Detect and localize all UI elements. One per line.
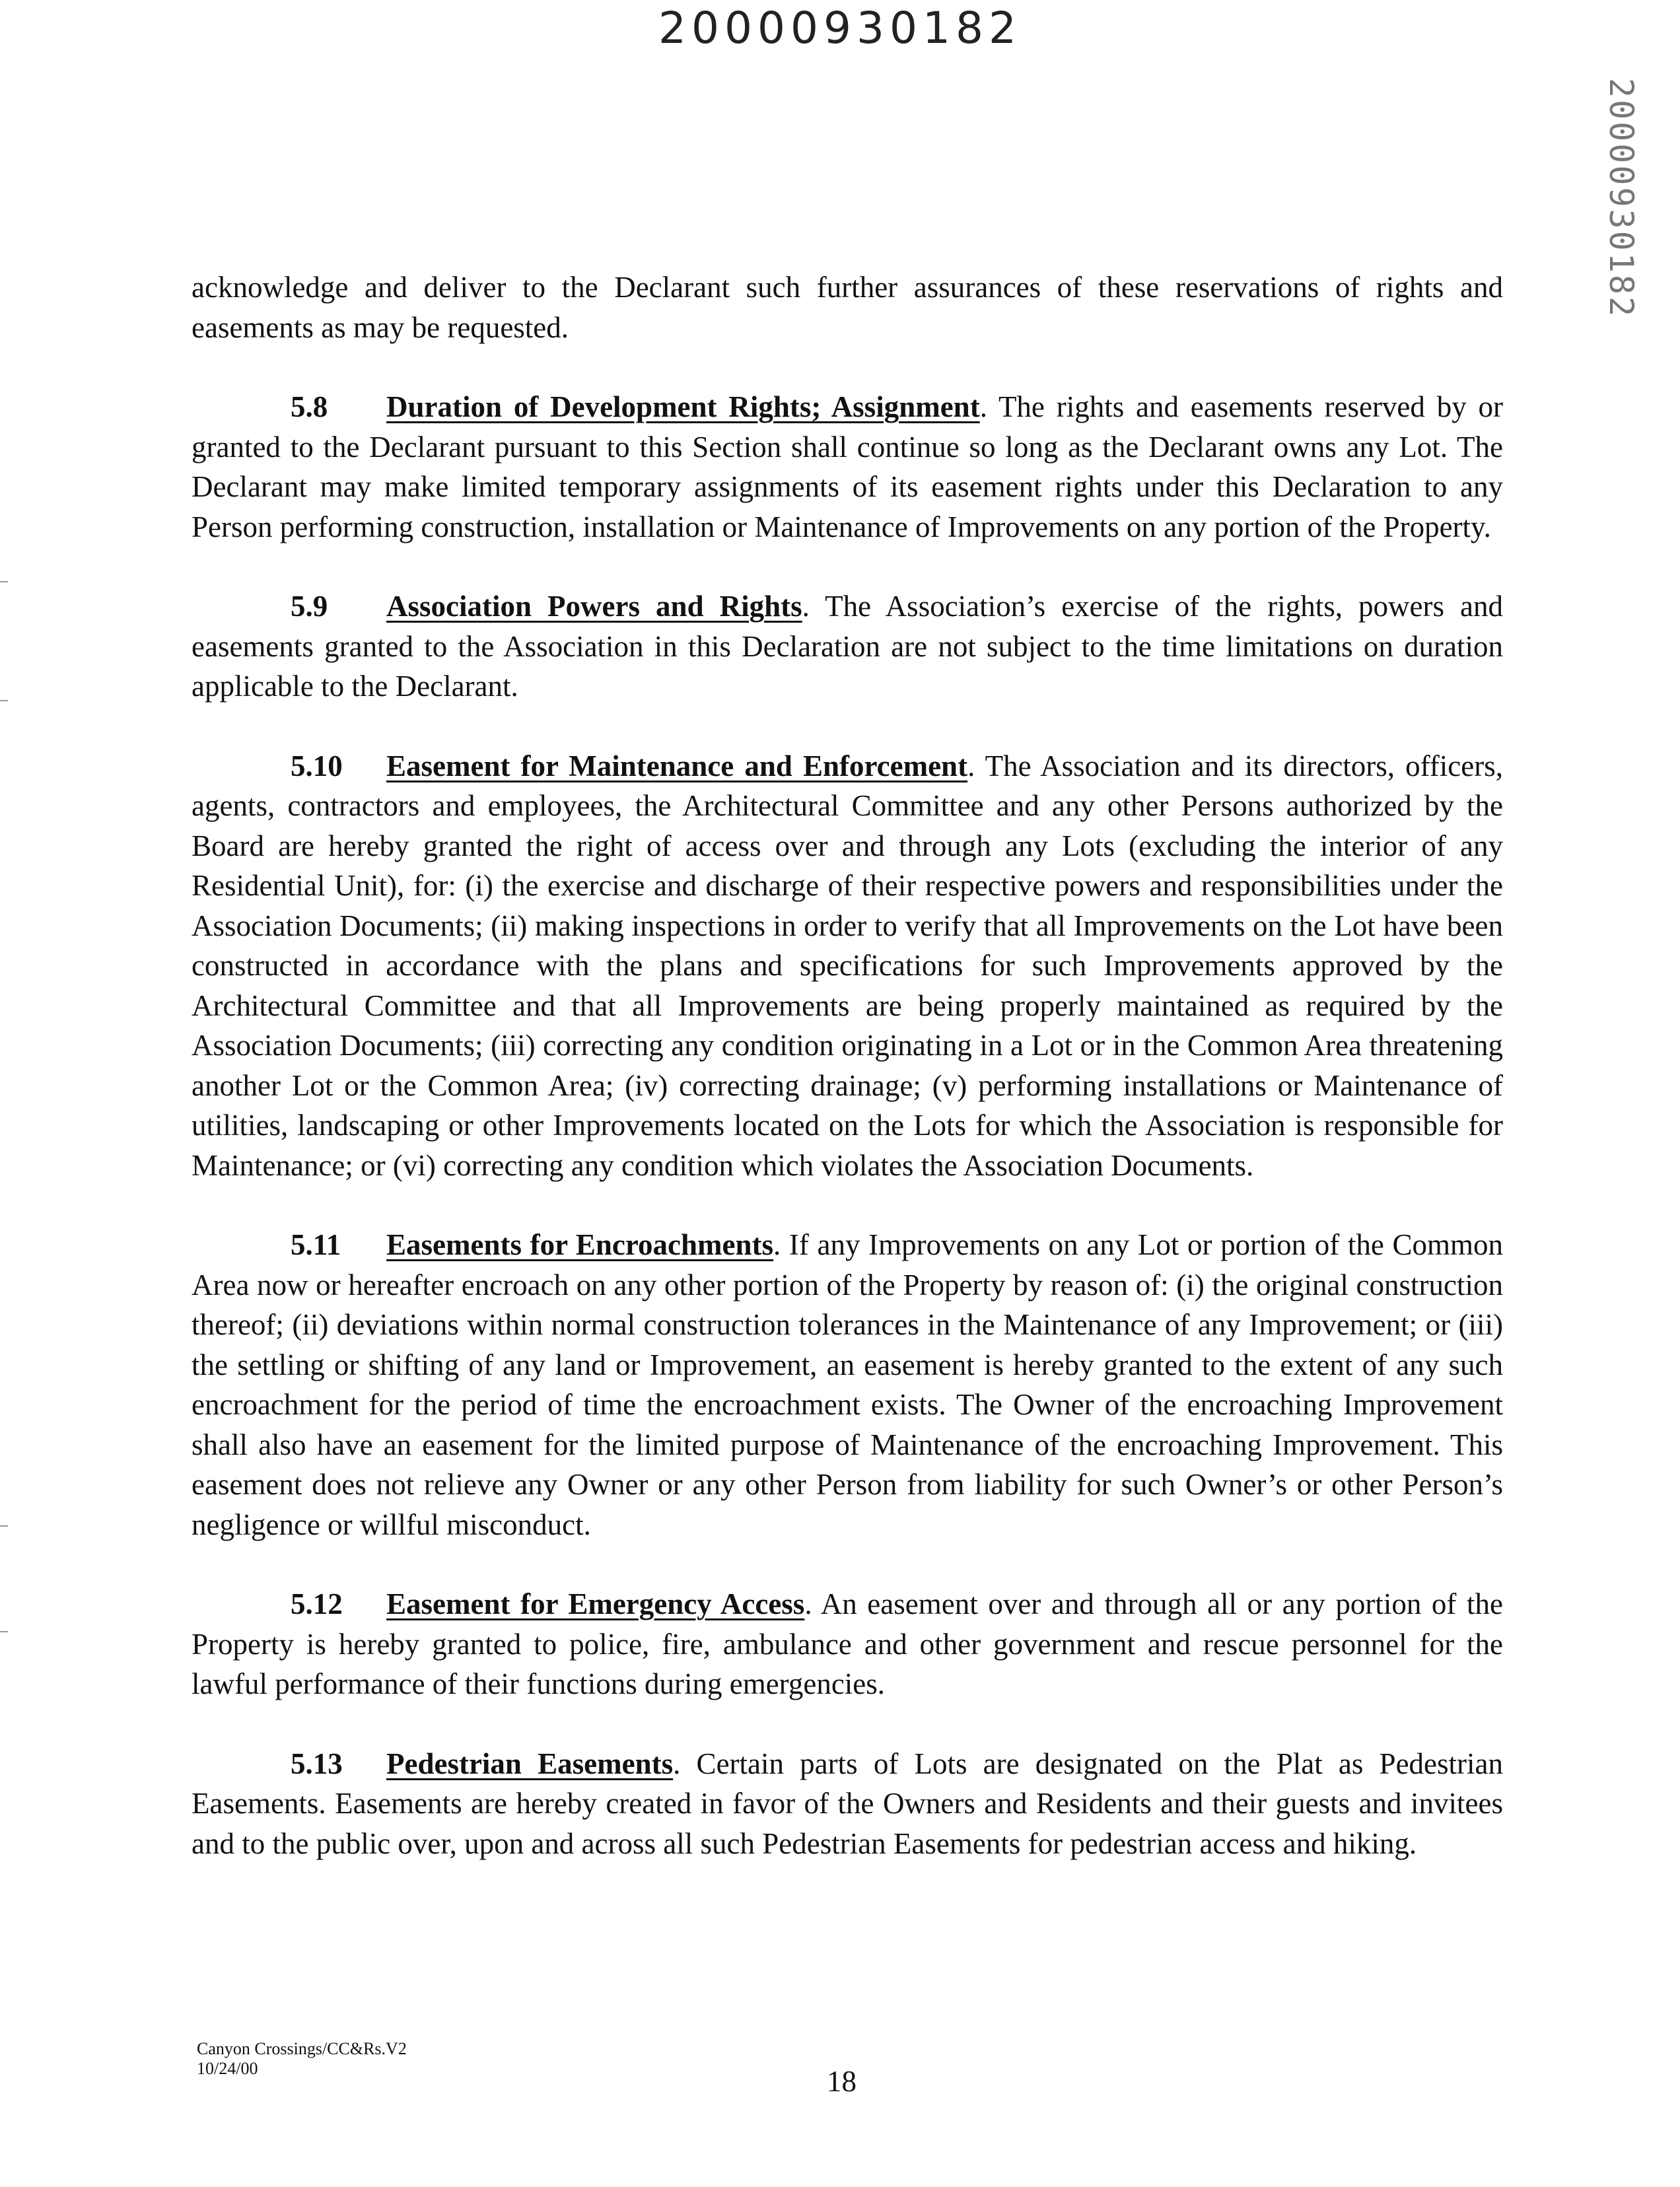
section-text: . The Association and its directors, officers, agents, contractors and employees, the Architectural Committee and any other Persons authorized by the Board are hereby granted the right of access over and through any Lots (excluding the interior of any Residential Unit), for: (i) the exercise and discharge of their respective powers and responsibilities under the Association Documents; (ii) making inspections in order to verify that all Improvements on the Lot have been constructed in accordance with the plans and specifications for such Improvements approved by the Architectural Committee and that all Improvements are being properly maintained as required by the Association Documents; (iii) correcting any condition originating in a Lot or in the Common Area threatening another Lot or the Common Area; (iv) correcting drainage; (v) performing installations or Maintenance of utilities, landscaping or other Improvements located on the Lots for which the Association is responsible for Maintenance; or (vi) correcting any condition which violates the Association Documents.: [192, 749, 1503, 1182]
scan-mark: [0, 700, 8, 701]
section-text: . The rights and easements reserved by or granted to the Declarant pursuant to this Section shall continue so long as the Declarant owns any Lot. The Declarant may make limited temporary assignments of its easement rights under this Declaration to any Person performing construction, installation or Maintenance of Improvements on any portion of the Property.: [192, 390, 1503, 543]
section-5-8: [192, 387, 1503, 547]
section-title: Easement for Maintenance and Enforcement: [386, 749, 968, 782]
section-5-11: [192, 1225, 1503, 1545]
section-5-9: [192, 586, 1503, 707]
scan-mark: [0, 581, 8, 582]
section-title: Association Powers and Rights: [386, 590, 802, 623]
section-number: 5.12: [291, 1587, 343, 1620]
section-text: . Certain parts of Lots are designated on the Plat as Pedestrian Easements. Easements are hereby created in favor of the Owners and Residents and their guests and invitees and to the public over, upon and across all such Pedestrian Easements for pedestrian access and hiking.: [192, 1747, 1503, 1860]
section-number: 5.9: [291, 590, 328, 623]
section-number: 5.11: [291, 1228, 341, 1261]
side-stamp-text: 20000930182: [1602, 77, 1640, 319]
page-number: 18: [827, 2065, 857, 2098]
section-title: Easements for Encroachments: [386, 1228, 774, 1261]
section-text: . If any Improvements on any Lot or portion of the Common Area now or hereafter encroach on any other portion of the Property by reason of: (i) the original construction thereof; (ii) deviations within normal construction tolerances in the Maintenance of any Improvement; or (iii) the settling or shifting of any land or Improvement, an easement is hereby granted to the extent of any such encroachment for the period of time the encroachment exists. The Owner of the encroaching Improvement shall also have an easement for the limited purpose of Maintenance of the encroaching Improvement. This easement does not relieve any Owner or any other Person from liability for such Owner’s or other Person’s negligence or willful misconduct.: [192, 1228, 1503, 1541]
document-number: 20000930182: [658, 3, 1022, 53]
section-title: Easement for Emergency Access: [386, 1587, 805, 1620]
section-number: 5.8: [291, 390, 328, 423]
section-title: Duration of Development Rights; Assignment: [386, 390, 980, 423]
section-number: 5.13: [291, 1747, 343, 1780]
section-5-10: [192, 746, 1503, 1186]
document-body: [192, 267, 1503, 1903]
section-5-13: [192, 1744, 1503, 1864]
footer-file-ref: Canyon Crossings/CC&Rs.V2: [197, 2039, 407, 2058]
section-5-12: [192, 1584, 1503, 1704]
section-number: 5.10: [291, 749, 343, 782]
footer-reference: [197, 2039, 407, 2079]
side-stamp: [1598, 77, 1644, 319]
scan-mark: [0, 1631, 8, 1632]
footer-date: 10/24/00: [197, 2059, 258, 2078]
section-title: Pedestrian Easements: [386, 1747, 674, 1780]
section-text: . The Association’s exercise of the rights, powers and easements granted to the Association in this Declaration are not subject to the time limitations on duration applicable to the Declarant.: [192, 590, 1503, 703]
intro-paragraph: acknowledge and deliver to the Declarant such further assurances of these reservations of rights and easements as may be requested.: [192, 271, 1503, 344]
section-text: . An easement over and through all or any portion of the Property is hereby granted to police, fire, ambulance and other government and rescue personnel for the lawful performance of their functions during emergencies.: [192, 1587, 1504, 1700]
scan-mark: [0, 1525, 8, 1527]
